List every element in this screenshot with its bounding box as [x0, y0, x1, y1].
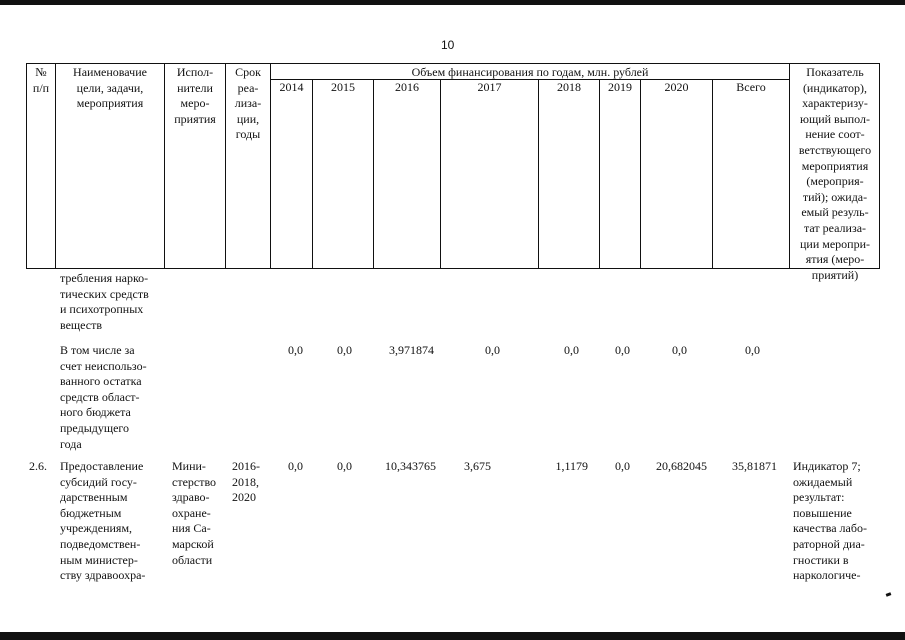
- row-incl-name: В том числе за счет неиспользо- ванного остатка средств област- ного бюджета предыдущего года: [60, 343, 147, 451]
- year-2017: 2017: [477, 80, 502, 94]
- row-incl-2020: 0,0: [672, 343, 687, 357]
- row-incl-2017: 0,0: [485, 343, 500, 357]
- year-2018: 2018: [557, 80, 581, 94]
- year-divider: [538, 79, 539, 269]
- year-2019: 2019: [608, 80, 632, 94]
- row-incl-2014: 0,0: [288, 343, 303, 357]
- header-term: Срок реа- лиза- ции, годы: [234, 65, 262, 142]
- year-divider: [599, 79, 600, 269]
- row-26-num: 2.6.: [29, 459, 47, 473]
- year-divider: [312, 79, 313, 269]
- row-26-2015: 0,0: [337, 459, 352, 473]
- row-26-total: 35,81871: [732, 459, 777, 473]
- row-incl-2016: 3,971874: [389, 343, 434, 357]
- year-2020: 2020: [664, 80, 689, 94]
- page-number: 10: [441, 38, 455, 52]
- row-26-2020: 20,682045: [656, 459, 707, 473]
- row-26-2018: 1,1179: [555, 459, 588, 473]
- year-divider: [440, 79, 441, 269]
- header-indicator: Показатель (индикатор), характеризу- ющий выпол- нение соот- ветствующего мероприятия (мероприя- тий); ожида- емый резуль- тат реализа- ции меропри- ятия (меро- приятий): [798, 65, 872, 282]
- header-num: № п/п: [32, 65, 50, 95]
- year-divider: [640, 79, 641, 269]
- row-26-indicator: Индикатор 7; ожидаемый результат: повышение качества лабо- раторной диа- гностики в наркологиче-: [793, 459, 867, 583]
- year-2015: 2015: [331, 80, 355, 94]
- header-executors: Испол- нители меро- приятия: [174, 65, 216, 126]
- row-incl-total: 0,0: [745, 343, 760, 357]
- row-26-2017: 3,675: [464, 459, 491, 473]
- continued-item-text: требления нарко- тических средств и психотропных веществ: [60, 271, 149, 332]
- header-name: Наименовачие цели, задачи, мероприятия: [73, 65, 147, 111]
- row-26-2019: 0,0: [615, 459, 630, 473]
- row-26-2016: 10,343765: [385, 459, 436, 473]
- year-2014: 2014: [279, 80, 304, 94]
- row-26-2014: 0,0: [288, 459, 303, 473]
- row-incl-2019: 0,0: [615, 343, 630, 357]
- year-2016: 2016: [395, 80, 419, 94]
- row-26-term: 2016- 2018, 2020: [232, 459, 260, 505]
- bottom-scan-border: [0, 632, 905, 640]
- year-divider: [712, 79, 713, 269]
- row-26-executor: Мини- стерство здраво- охране- ния Са- марской области: [172, 459, 217, 567]
- row-26-name: Предоставление субсидий госу- дарственным бюджетным учреждениям, подведомствен- ным министер- ству здравоохра-: [60, 459, 146, 583]
- scan-speck: [886, 592, 892, 597]
- row-incl-2015: 0,0: [337, 343, 352, 357]
- year-divider: [373, 79, 374, 269]
- row-incl-2018: 0,0: [564, 343, 579, 357]
- year-total: Всего: [736, 80, 766, 94]
- header-funding: Объем финансирования по годам, млн. рублей: [411, 65, 649, 79]
- top-scan-border: [0, 0, 905, 5]
